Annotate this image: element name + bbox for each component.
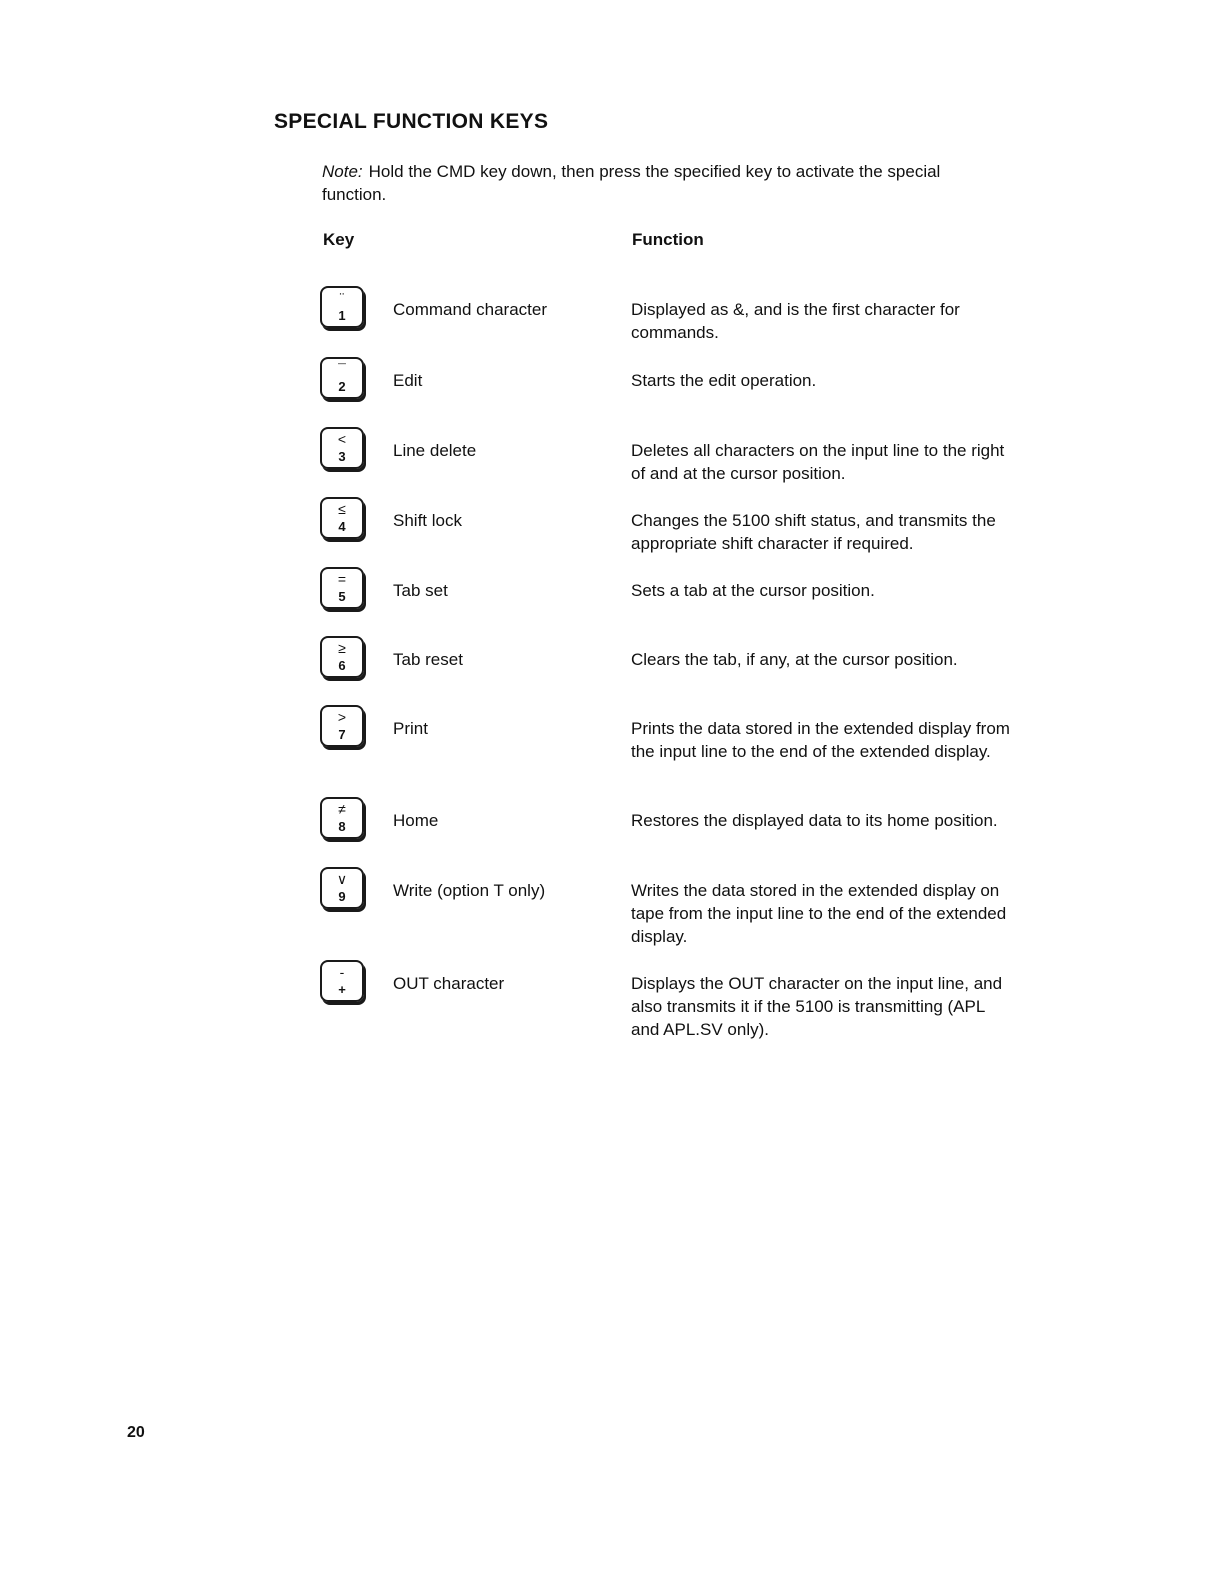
key-name: Tab reset bbox=[393, 650, 463, 669]
keycap-lower: 8 bbox=[338, 819, 346, 834]
column-header-key: Key bbox=[323, 230, 355, 249]
key-function: Clears the tab, if any, at the cursor position. bbox=[631, 650, 958, 669]
keycap-icon bbox=[320, 427, 364, 469]
keycap-lower: 2 bbox=[338, 379, 346, 394]
key-function: Displayed as &, and is the first character for commands. bbox=[631, 300, 960, 342]
key-name: Line delete bbox=[393, 441, 477, 460]
key-function: Sets a tab at the cursor position. bbox=[631, 581, 875, 600]
keycap-icon bbox=[320, 960, 364, 1002]
keycap-lower: 6 bbox=[338, 658, 346, 673]
keycap-icon bbox=[320, 705, 364, 747]
keycap-lower: 1 bbox=[338, 308, 346, 323]
key-function: Deletes all characters on the input line to the right of and at the cursor position. bbox=[631, 441, 1005, 483]
key-function: Restores the displayed data to its home position. bbox=[631, 811, 998, 830]
key-function: Starts the edit operation. bbox=[631, 371, 817, 390]
keycap-lower: 4 bbox=[338, 519, 346, 534]
page-number: 20 bbox=[127, 1424, 145, 1441]
keycap-upper: - bbox=[339, 964, 345, 980]
column-header-function: Function bbox=[632, 230, 704, 249]
key-function: Displays the OUT character on the input line, and also transmits it if the 5100 is transmitting (APL and APL.SV only). bbox=[631, 974, 1003, 1039]
keycap-icon bbox=[320, 867, 364, 909]
keycap-upper: ¯ bbox=[338, 361, 346, 377]
keycap-icon bbox=[320, 567, 364, 609]
key-name: Home bbox=[393, 811, 439, 830]
keycap-icon bbox=[320, 357, 364, 399]
keycap-lower: + bbox=[338, 982, 346, 997]
keycap-icon bbox=[320, 797, 364, 839]
key-function: Changes the 5100 shift status, and transmits the appropriate shift character if required. bbox=[631, 511, 996, 553]
keycap-lower: 3 bbox=[338, 449, 346, 464]
key-function: Writes the data stored in the extended display on tape from the input line to the end of the extended display. bbox=[631, 881, 1007, 946]
keycap-upper: ¨ bbox=[339, 290, 345, 306]
note-text: Hold the CMD key down, then press the specified key to activate the special function. bbox=[322, 162, 941, 204]
keycap-lower: 5 bbox=[338, 589, 346, 604]
keycap-upper: ∨ bbox=[336, 871, 348, 887]
key-name: Print bbox=[393, 719, 428, 738]
keycap-upper: ≤ bbox=[338, 501, 346, 517]
page-title: SPECIAL FUNCTION KEYS bbox=[274, 110, 549, 133]
key-function: Prints the data stored in the extended display from the input line to the end of the extended display. bbox=[631, 719, 1010, 761]
keycap-icon bbox=[320, 286, 364, 328]
key-name: Shift lock bbox=[393, 511, 462, 530]
keycap-lower: 7 bbox=[338, 727, 346, 742]
key-name: Tab set bbox=[393, 581, 448, 600]
keycap-upper: < bbox=[337, 431, 347, 447]
keycap-icon bbox=[320, 497, 364, 539]
keycap-lower: 9 bbox=[338, 889, 346, 904]
keycap-upper: = bbox=[337, 571, 347, 587]
note-label: Note: bbox=[322, 162, 363, 181]
key-name: Edit bbox=[393, 371, 423, 390]
key-name: Write (option T only) bbox=[393, 881, 546, 900]
keycap-upper: ≠ bbox=[338, 801, 346, 817]
key-name: OUT character bbox=[393, 974, 505, 993]
key-name: Command character bbox=[393, 300, 548, 319]
keycap-upper: ≥ bbox=[338, 640, 346, 656]
keycap-upper: > bbox=[337, 709, 347, 725]
keycap-icon bbox=[320, 636, 364, 678]
